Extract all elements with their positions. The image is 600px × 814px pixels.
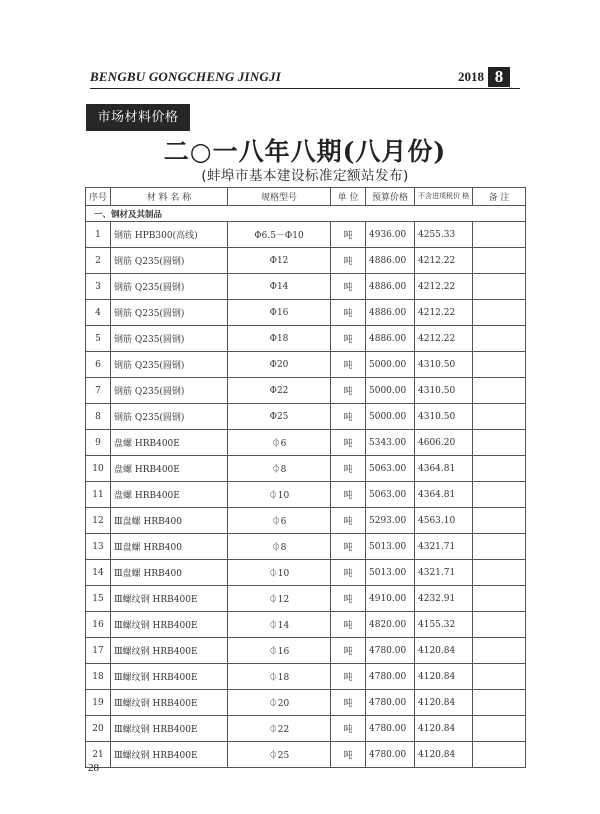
- cell-tax-excluded-price: 4155.32: [415, 612, 473, 638]
- running-header: [90, 66, 520, 89]
- cell-index: 5: [86, 326, 111, 352]
- cell-budget-price: 4910.00: [366, 586, 415, 612]
- table-row: [86, 300, 526, 326]
- cell-material-name: Ⅲ螺纹钢 HRB400E: [111, 612, 228, 638]
- cell-unit: 吨: [331, 352, 366, 378]
- cell-remark: [473, 300, 526, 326]
- cell-material-name: Ⅲ盘螺 HRB400: [111, 560, 228, 586]
- cell-remark: [473, 326, 526, 352]
- cell-spec: ⏀18: [228, 664, 331, 690]
- cell-material-name: 钢筋 Q235(圆钢): [111, 378, 228, 404]
- issue-number-badge: 8: [488, 67, 510, 87]
- cell-tax-excluded-price: 4364.81: [415, 456, 473, 482]
- cell-spec: ⏀10: [228, 482, 331, 508]
- cell-budget-price: 5000.00: [366, 352, 415, 378]
- cell-remark: [473, 638, 526, 664]
- cell-unit: 吨: [331, 248, 366, 274]
- cell-budget-price: 5000.00: [366, 378, 415, 404]
- cell-tax-excluded-price: 4212.22: [415, 326, 473, 352]
- cell-remark: [473, 404, 526, 430]
- cell-remark: [473, 508, 526, 534]
- cell-unit: 吨: [331, 742, 366, 768]
- cell-spec: ⏀14: [228, 612, 331, 638]
- cell-budget-price: 4886.00: [366, 300, 415, 326]
- cell-index: 2: [86, 248, 111, 274]
- cell-remark: [473, 534, 526, 560]
- column-header-name: 材 料 名 称: [111, 188, 228, 206]
- cell-spec: ⏀8: [228, 456, 331, 482]
- cell-tax-excluded-price: 4120.84: [415, 716, 473, 742]
- cell-spec: Φ16: [228, 300, 331, 326]
- cell-spec: ⏀20: [228, 690, 331, 716]
- table-row: [86, 716, 526, 742]
- cell-remark: [473, 248, 526, 274]
- cell-tax-excluded-price: 4212.22: [415, 300, 473, 326]
- cell-spec: ⏀12: [228, 586, 331, 612]
- cell-remark: [473, 560, 526, 586]
- table-row: [86, 482, 526, 508]
- cell-material-name: 盘螺 HRB400E: [111, 482, 228, 508]
- cell-material-name: 钢筋 Q235(圆钢): [111, 300, 228, 326]
- cell-budget-price: 5343.00: [366, 430, 415, 456]
- cell-tax-excluded-price: 4232.91: [415, 586, 473, 612]
- cell-unit: 吨: [331, 456, 366, 482]
- cell-spec: Φ6.5－Φ10: [228, 222, 331, 248]
- column-header-spec: 规格型号: [228, 188, 331, 206]
- cell-unit: 吨: [331, 560, 366, 586]
- cell-unit: 吨: [331, 638, 366, 664]
- cell-material-name: 盘螺 HRB400E: [111, 456, 228, 482]
- cell-unit: 吨: [331, 326, 366, 352]
- cell-budget-price: 4780.00: [366, 664, 415, 690]
- cell-tax-excluded-price: 4606.20: [415, 430, 473, 456]
- cell-spec: Φ22: [228, 378, 331, 404]
- cell-budget-price: 4780.00: [366, 690, 415, 716]
- cell-spec: ⏀8: [228, 534, 331, 560]
- cell-material-name: Ⅲ螺纹钢 HRB400E: [111, 586, 228, 612]
- table-row: [86, 378, 526, 404]
- cell-material-name: Ⅲ螺纹钢 HRB400E: [111, 716, 228, 742]
- cell-budget-price: 4820.00: [366, 612, 415, 638]
- cell-index: 6: [86, 352, 111, 378]
- cell-index: 9: [86, 430, 111, 456]
- cell-index: 1: [86, 222, 111, 248]
- cell-material-name: 钢筋 Q235(圆钢): [111, 326, 228, 352]
- cell-budget-price: 4886.00: [366, 248, 415, 274]
- cell-budget-price: 5013.00: [366, 534, 415, 560]
- cell-tax-excluded-price: 4120.84: [415, 664, 473, 690]
- cell-material-name: 钢筋 Q235(圆钢): [111, 274, 228, 300]
- cell-material-name: Ⅲ螺纹钢 HRB400E: [111, 664, 228, 690]
- cell-spec: ⏀6: [228, 430, 331, 456]
- cell-unit: 吨: [331, 430, 366, 456]
- cell-spec: ⏀10: [228, 560, 331, 586]
- cell-index: 17: [86, 638, 111, 664]
- table-row: [86, 456, 526, 482]
- cell-unit: 吨: [331, 690, 366, 716]
- cell-tax-excluded-price: 4120.84: [415, 690, 473, 716]
- cell-spec: Φ12: [228, 248, 331, 274]
- cell-tax-excluded-price: 4310.50: [415, 378, 473, 404]
- issue-year: 2018: [458, 69, 484, 84]
- cell-material-name: 钢筋 Q235(圆钢): [111, 404, 228, 430]
- cell-tax-excluded-price: 4321.71: [415, 560, 473, 586]
- cell-budget-price: 4886.00: [366, 274, 415, 300]
- cell-unit: 吨: [331, 612, 366, 638]
- cell-remark: [473, 274, 526, 300]
- cell-index: 3: [86, 274, 111, 300]
- cell-remark: [473, 664, 526, 690]
- cell-remark: [473, 378, 526, 404]
- cell-index: 13: [86, 534, 111, 560]
- cell-remark: [473, 430, 526, 456]
- table-row: [86, 326, 526, 352]
- cell-unit: 吨: [331, 664, 366, 690]
- cell-tax-excluded-price: 4310.50: [415, 352, 473, 378]
- cell-remark: [473, 222, 526, 248]
- cell-budget-price: 5063.00: [366, 456, 415, 482]
- cell-unit: 吨: [331, 508, 366, 534]
- table-row: [86, 534, 526, 560]
- cell-material-name: 钢筋 HPB300(高线): [111, 222, 228, 248]
- cell-material-name: 钢筋 Q235(圆钢): [111, 352, 228, 378]
- table-row: [86, 248, 526, 274]
- column-header-budget-price: 预算价格: [366, 188, 415, 206]
- cell-index: 15: [86, 586, 111, 612]
- cell-material-name: Ⅲ盘螺 HRB400: [111, 534, 228, 560]
- cell-tax-excluded-price: 4212.22: [415, 248, 473, 274]
- table-row: [86, 638, 526, 664]
- cell-index: 19: [86, 690, 111, 716]
- cell-budget-price: 4936.00: [366, 222, 415, 248]
- cell-spec: Φ14: [228, 274, 331, 300]
- cell-unit: 吨: [331, 222, 366, 248]
- table-row: [86, 560, 526, 586]
- cell-index: 14: [86, 560, 111, 586]
- cell-index: 12: [86, 508, 111, 534]
- cell-budget-price: 4780.00: [366, 742, 415, 768]
- cell-tax-excluded-price: 4563.10: [415, 508, 473, 534]
- cell-remark: [473, 742, 526, 768]
- table-row: [86, 664, 526, 690]
- cell-unit: 吨: [331, 586, 366, 612]
- cell-tax-excluded-price: 4364.81: [415, 482, 473, 508]
- cell-unit: 吨: [331, 300, 366, 326]
- cell-index: 4: [86, 300, 111, 326]
- cell-budget-price: 4780.00: [366, 638, 415, 664]
- cell-remark: [473, 456, 526, 482]
- cell-remark: [473, 716, 526, 742]
- cell-unit: 吨: [331, 534, 366, 560]
- cell-material-name: 盘螺 HRB400E: [111, 430, 228, 456]
- cell-material-name: Ⅲ螺纹钢 HRB400E: [111, 638, 228, 664]
- cell-remark: [473, 612, 526, 638]
- cell-budget-price: 5000.00: [366, 404, 415, 430]
- table-row: [86, 508, 526, 534]
- table-row: [86, 430, 526, 456]
- cell-unit: 吨: [331, 482, 366, 508]
- cell-index: 16: [86, 612, 111, 638]
- cell-budget-price: 5063.00: [366, 482, 415, 508]
- material-price-table: [85, 187, 526, 768]
- table-row: [86, 586, 526, 612]
- cell-index: 11: [86, 482, 111, 508]
- cell-tax-excluded-price: 4321.71: [415, 534, 473, 560]
- cell-remark: [473, 690, 526, 716]
- table-row: [86, 404, 526, 430]
- cell-tax-excluded-price: 4255.33: [415, 222, 473, 248]
- table-row: [86, 274, 526, 300]
- cell-index: 8: [86, 404, 111, 430]
- cell-unit: 吨: [331, 716, 366, 742]
- cell-tax-excluded-price: 4120.84: [415, 742, 473, 768]
- table-row: [86, 352, 526, 378]
- cell-unit: 吨: [331, 378, 366, 404]
- page-subtitle: (蚌埠市基本建设标准定额站发布): [201, 168, 409, 184]
- cell-tax-excluded-price: 4120.84: [415, 638, 473, 664]
- cell-tax-excluded-price: 4310.50: [415, 404, 473, 430]
- page-number: 28: [88, 762, 99, 774]
- cell-spec: ⏀25: [228, 742, 331, 768]
- cell-unit: 吨: [331, 274, 366, 300]
- cell-spec: ⏀6: [228, 508, 331, 534]
- cell-material-name: Ⅲ螺纹钢 HRB400E: [111, 742, 228, 768]
- cell-budget-price: 5293.00: [366, 508, 415, 534]
- cell-spec: Φ25: [228, 404, 331, 430]
- cell-spec: Φ20: [228, 352, 331, 378]
- cell-budget-price: 4886.00: [366, 326, 415, 352]
- section-tag: 市场材料价格: [86, 104, 190, 131]
- cell-budget-price: 5013.00: [366, 560, 415, 586]
- cell-material-name: Ⅲ盘螺 HRB400: [111, 508, 228, 534]
- cell-index: 20: [86, 716, 111, 742]
- cell-material-name: Ⅲ螺纹钢 HRB400E: [111, 690, 228, 716]
- cell-spec: ⏀22: [228, 716, 331, 742]
- cell-index: 7: [86, 378, 111, 404]
- table-row: [86, 690, 526, 716]
- cell-remark: [473, 482, 526, 508]
- cell-spec: ⏀16: [228, 638, 331, 664]
- cell-remark: [473, 586, 526, 612]
- category-label: 一、钢材及其制品: [86, 206, 526, 222]
- table-header-row: [86, 188, 526, 206]
- column-header-unit: 单 位: [331, 188, 366, 206]
- category-row: [86, 206, 526, 222]
- column-header-remark: 备 注: [473, 188, 526, 206]
- table-row: [86, 612, 526, 638]
- cell-unit: 吨: [331, 404, 366, 430]
- page-title: 二○一八年八期(八月份): [163, 137, 447, 166]
- table-row: [86, 222, 526, 248]
- journal-name: BENGBU GONGCHENG JINGJI: [90, 69, 281, 84]
- cell-index: 10: [86, 456, 111, 482]
- cell-index: 21: [86, 742, 111, 768]
- cell-budget-price: 4780.00: [366, 716, 415, 742]
- column-header-tax-excluded-price: 不含进项税价 格: [415, 188, 473, 206]
- cell-tax-excluded-price: 4212.22: [415, 274, 473, 300]
- column-header-index: 序号: [86, 188, 111, 206]
- cell-remark: [473, 352, 526, 378]
- cell-spec: Φ18: [228, 326, 331, 352]
- cell-material-name: 钢筋 Q235(圆钢): [111, 248, 228, 274]
- cell-index: 18: [86, 664, 111, 690]
- table-row: [86, 742, 526, 768]
